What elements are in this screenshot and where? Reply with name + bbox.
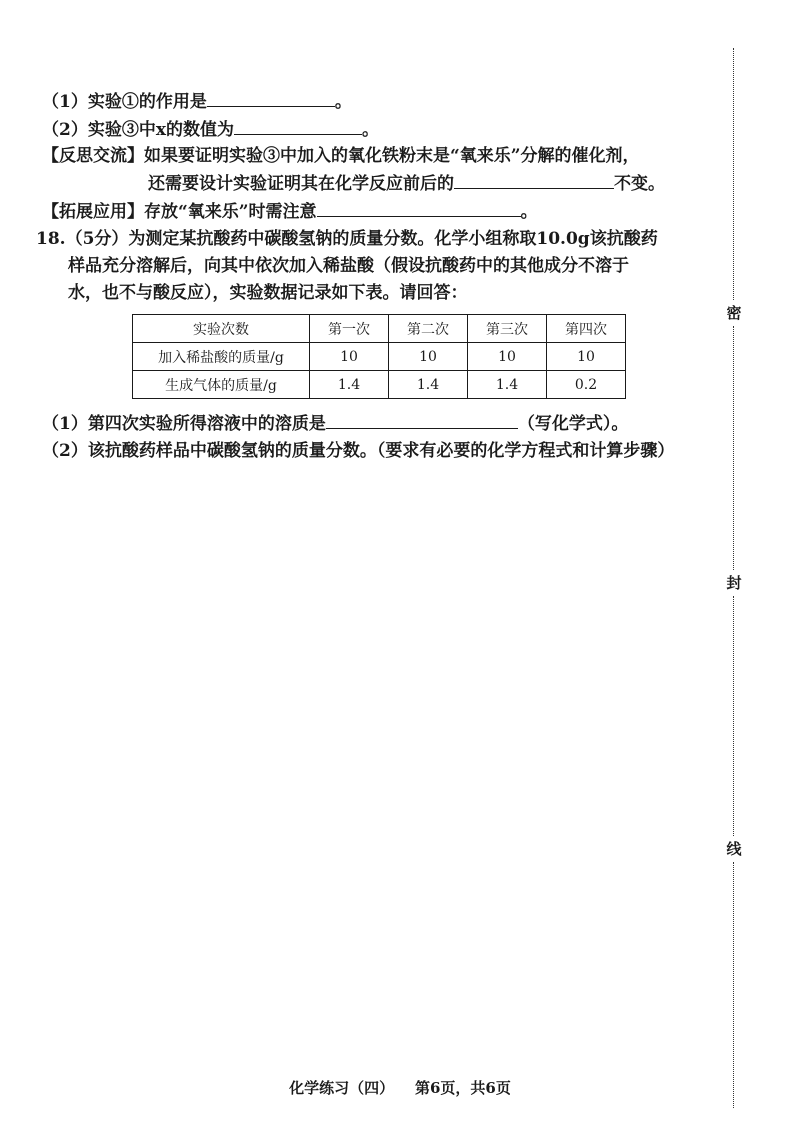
seal-dotted-line xyxy=(733,48,734,300)
reflect-text-2: 还需要设计实验证明其在化学反应前后的 xyxy=(148,174,454,194)
seal-char-mi: 密 xyxy=(723,302,745,323)
q18-stem-line1: 18.（5分）为测定某抗酸药中碳酸氢钠的质量分数。化学小组称取10.0g该抗酸药 xyxy=(36,229,658,249)
table-header-cell: 第一次 xyxy=(310,315,389,343)
q18-stem-line3: 水，也不与酸反应），实验数据记录如下表。请回答： xyxy=(68,283,468,303)
table-header-cell: 实验次数 xyxy=(133,315,310,343)
answer-blank[interactable] xyxy=(234,118,362,135)
table-cell: 10 xyxy=(389,343,468,371)
answer-blank[interactable] xyxy=(454,172,614,189)
seal-dotted-line xyxy=(733,862,734,1108)
reflect-end: 不变。 xyxy=(614,174,665,194)
q17-sub1-text: （1）实验①的作用是 xyxy=(42,92,207,112)
q17-sub1-end: 。 xyxy=(334,92,352,112)
table-cell: 生成气体的质量/g xyxy=(133,371,310,399)
footer-text: 化学练习（四） 第6页，共6页 xyxy=(289,1079,511,1097)
q17-sub2 xyxy=(42,118,379,141)
table-cell: 1.4 xyxy=(310,371,389,399)
seal-char-feng: 封 xyxy=(723,572,745,593)
table-cell: 0.2 xyxy=(547,371,626,399)
table-cell: 1.4 xyxy=(468,371,547,399)
extend-end: 。 xyxy=(520,202,538,222)
q17-sub2-end: 。 xyxy=(361,120,379,140)
extend-tag: 【拓展应用】 xyxy=(42,202,144,222)
q18-stem-line2: 样品充分溶解后，向其中依次加入稀盐酸（假设抗酸药中的其他成分不溶于 xyxy=(68,256,629,276)
page-footer xyxy=(0,1077,800,1098)
q17-reflect xyxy=(42,145,640,167)
table-row xyxy=(133,343,626,371)
seal-dotted-line xyxy=(733,326,734,570)
q17-extend xyxy=(42,200,538,223)
q18-sub1 xyxy=(42,412,628,435)
table-cell: 1.4 xyxy=(389,371,468,399)
q18-sub1-end: （写化学式）。 xyxy=(517,414,629,434)
data-table xyxy=(132,314,626,399)
seal-char-xian: 线 xyxy=(723,838,745,859)
table-row xyxy=(133,371,626,399)
q17-reflect-line2 xyxy=(148,172,665,195)
seal-dotted-line xyxy=(733,596,734,836)
q18-sub2: （2）该抗酸药样品中碳酸氢钠的质量分数。（要求有必要的化学方程式和计算步骤） xyxy=(42,441,675,461)
table-header-cell: 第二次 xyxy=(389,315,468,343)
table-header-cell: 第四次 xyxy=(547,315,626,343)
q18-sub1-text: （1）第四次实验所得溶液中的溶质是 xyxy=(42,414,326,434)
table-header-cell: 第三次 xyxy=(468,315,547,343)
answer-blank[interactable] xyxy=(207,90,335,107)
reflect-tag: 【反思交流】 xyxy=(42,146,144,166)
answer-blank[interactable] xyxy=(326,412,518,429)
table-cell: 10 xyxy=(468,343,547,371)
table-cell: 加入稀盐酸的质量/g xyxy=(133,343,310,371)
table-header-row xyxy=(133,315,626,343)
table-cell: 10 xyxy=(547,343,626,371)
answer-blank[interactable] xyxy=(317,200,521,217)
q17-sub1 xyxy=(42,90,352,113)
extend-text: 存放“氧来乐”时需注意 xyxy=(144,202,317,222)
q17-sub2-text: （2）实验③中x的数值为 xyxy=(42,120,234,140)
reflect-text: 如果要证明实验③中加入的氧化铁粉末是“氧来乐”分解的催化剂， xyxy=(144,146,640,166)
table-cell: 10 xyxy=(310,343,389,371)
